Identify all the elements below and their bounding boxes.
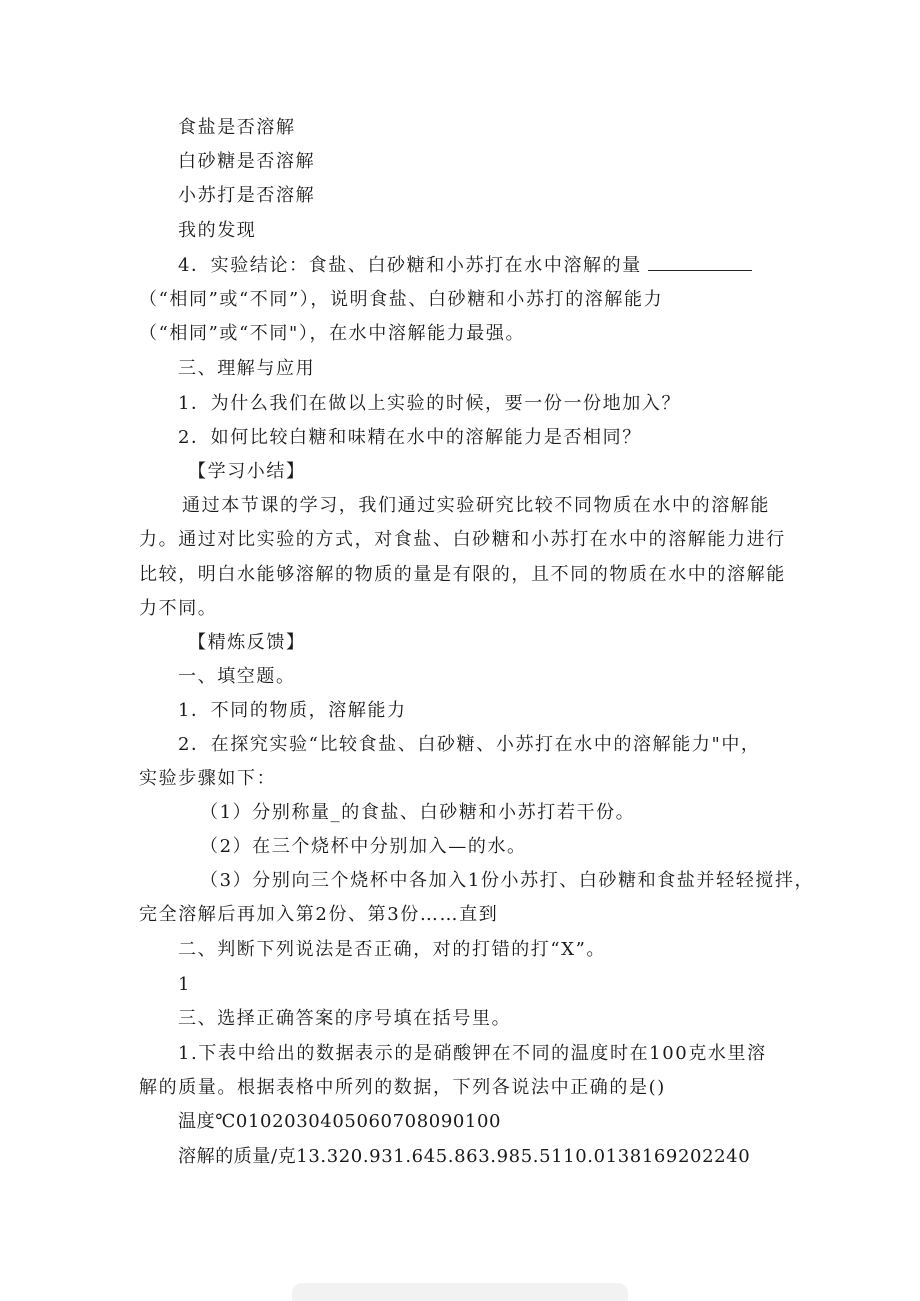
section-heading: 一、填空题。 — [178, 666, 296, 687]
page-footer-tab — [292, 1283, 628, 1301]
conclusion-text: 4．实验结论：食盐、白砂糖和小苏打在水中溶解的量 — [178, 255, 642, 276]
question: 1.下表中给出的数据表示的是硝酸钾在不同的温度时在100克水里溶 — [178, 1043, 767, 1064]
step-line: （2）在三个烧杯中分别加入—的水。 — [200, 836, 527, 857]
section-heading: 三、理解与应用 — [178, 358, 316, 379]
text-line: 解的质量。根据表格中所列的数据，下列各说法中正确的是() — [139, 1077, 666, 1098]
conclusion-line — [178, 254, 752, 278]
summary-paragraph-line: 比较，明白水能够溶解的物质的量是有限的，且不同的物质在水中的溶解能 — [139, 564, 786, 585]
summary-paragraph-line: 通过本节课的学习，我们通过实验研究比较不同物质在水中的溶解能 — [182, 495, 770, 516]
section-heading: 【精炼反馈】 — [188, 632, 306, 653]
text-line: 完全溶解后再加入第2份、第3份……直到 — [139, 904, 499, 925]
question: 1．不同的物质，溶解能力 — [178, 700, 407, 721]
section-heading: 二、判断下列说法是否正确，对的打错的打“X”。 — [178, 939, 607, 960]
answer-blank — [648, 269, 752, 271]
section-heading: 三、选择正确答案的序号填在括号里。 — [178, 1008, 512, 1029]
text-line: 我的发现 — [178, 220, 257, 241]
question: 2．如何比较白糖和味精在水中的溶解能力是否相同？ — [178, 427, 642, 448]
text-line: 1 — [178, 974, 192, 995]
text-line: 白砂糖是否溶解 — [178, 151, 316, 172]
summary-paragraph-line: 力不同。 — [139, 598, 218, 619]
step-line: （3）分别向三个烧杯中各加入1份小苏打、白砂糖和食盐并轻轻搅拌， — [200, 870, 815, 891]
text-line: 食盐是否溶解 — [178, 117, 296, 138]
question: 1．为什么我们在做以上实验的时候，要一份一份地加入？ — [178, 393, 682, 414]
question: 2．在探究实验“比较食盐、白砂糖、小苏打在水中的溶解能力"中， — [178, 734, 761, 755]
text-line: 小苏打是否溶解 — [178, 185, 316, 206]
text-line: （“相同”或“不同"），在水中溶解能力最强。 — [139, 323, 526, 344]
step-line: （1）分别称量_的食盐、白砂糖和小苏打若干份。 — [200, 802, 636, 823]
section-heading: 【学习小结】 — [188, 461, 306, 482]
summary-paragraph-line: 力。通过对比实验的方式，对食盐、白砂糖和小苏打在水中的溶解能力进行 — [139, 529, 786, 550]
text-line: 实验步骤如下： — [139, 768, 277, 789]
text-line: （“相同”或“不同”），说明食盐、白砂糖和小苏打的溶解能力 — [139, 289, 664, 310]
data-row-solubility: 溶解的质量/克13.320.931.645.863.985.5110.0138169202240 — [178, 1146, 751, 1167]
data-row-temperature: 温度℃0102030405060708090100 — [178, 1111, 502, 1132]
